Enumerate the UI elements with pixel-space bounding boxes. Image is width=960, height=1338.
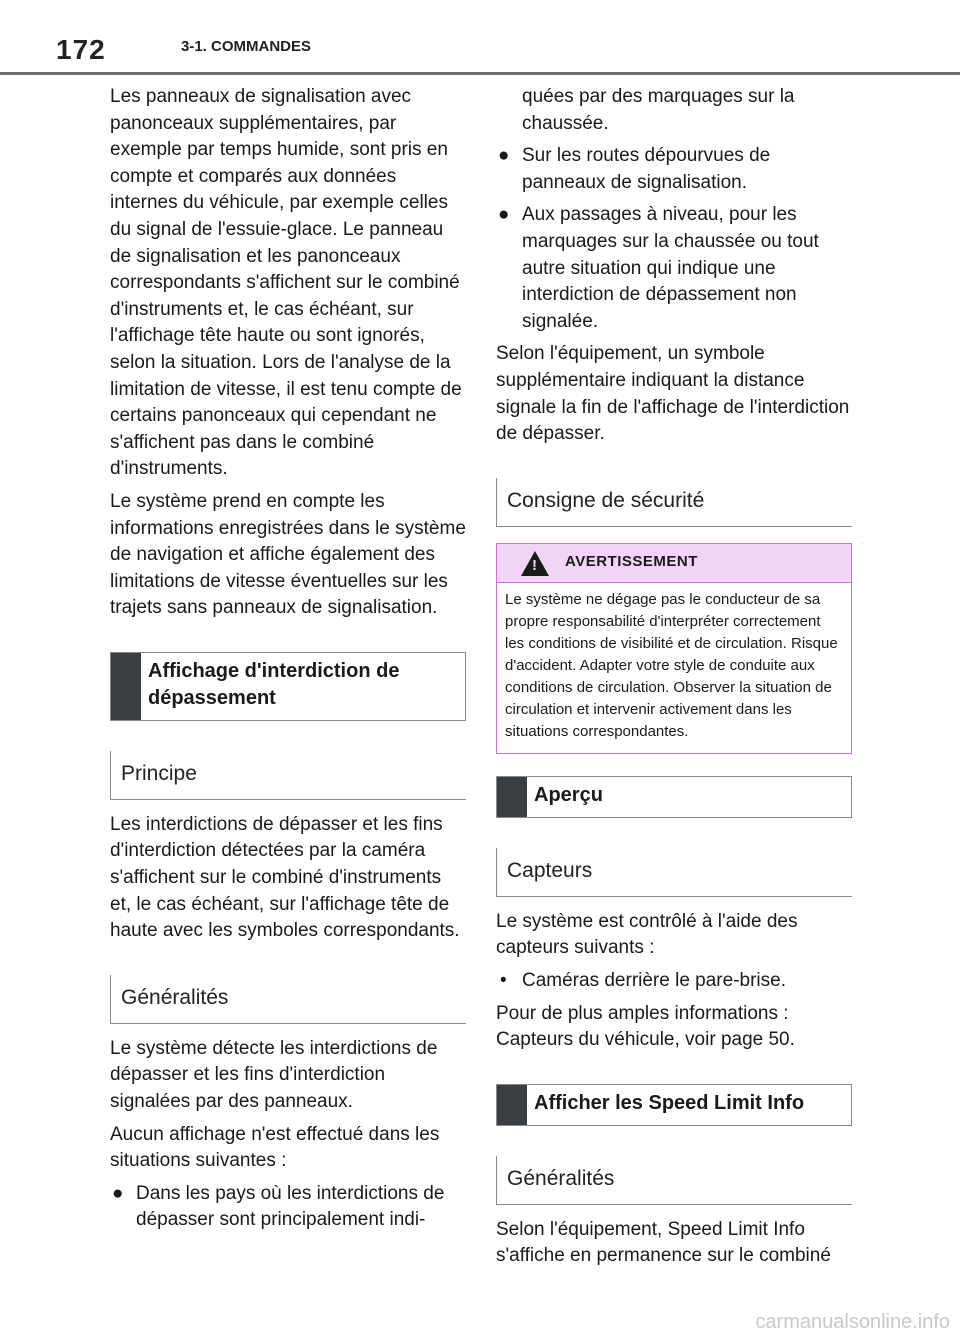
right-paragraph-1: Selon l'équipement, un symbole supplémentaire indiquant la distance signale la fin de l'affichage de l'interdiction de dépasser.	[496, 343, 850, 445]
heading-text: Afficher les Speed Limit Info	[534, 1091, 805, 1114]
left-paragraph-2: Le système prend en compte les informations enregistrées dans le système de navigation et affiche également des limitations de vitesse éventuelles sur les trajets sans panneaux de signalisation.	[110, 490, 466, 619]
section-title: 3-1. COMMANDES	[181, 38, 312, 55]
left-column	[110, 84, 466, 1240]
bullet-icon: ●	[498, 145, 510, 167]
warning-triangle-icon	[521, 551, 549, 576]
heading-bar	[497, 1085, 527, 1125]
heading-speed-limit-info	[496, 1084, 852, 1126]
warning-title-bar	[497, 544, 851, 583]
warning-title: AVERTISSEMENT	[565, 552, 698, 570]
page-header	[0, 0, 960, 76]
heading-text: Aperçu	[534, 783, 603, 806]
left-paragraph-3: Les interdictions de dépasser et les fins d'interdiction détectées par la caméra s'affichent sur le combiné d'instruments et, le cas échéant, sur l'affichage tête de haute avec les symboles correspondants.	[110, 813, 460, 942]
list-item-text: Sur les routes dépourvues de panneaux de signalisation.	[522, 145, 771, 193]
list-item	[496, 968, 852, 995]
left-paragraph-4: Le système détecte les interdictions de dépasser et les fins d'interdiction signalées par des panneaux.	[110, 1037, 438, 1113]
subheading-generalites: Généralités	[110, 975, 466, 1024]
list-item-text: Aux passages à niveau, pour les marquages sur la chaussée ou tout autre situation qui indique une interdiction de dépassement non signalée.	[522, 204, 819, 332]
left-paragraph-1: Les panneaux de signalisation avec panonceaux supplémentaires, par exemple par temps humide, sont pris en compte et comparés aux données internes du véhicule, par exemple celles du signal de l'essuie-glace. Le panneau de signalisation et les panonceaux correspondants s'affichent sur le combiné d'instruments et, le cas échéant, sur l'affichage tête haute ou sont ignorés, selon la situation. Lors de l'analyse de la limitation de vitesse, il est tenu compte de certains panonceaux qui cependant ne s'affichent pas dans le combiné d'instruments.	[110, 86, 462, 480]
right-paragraph-4: Selon l'équipement, Speed Limit Info s'affiche en permanence sur le combiné	[496, 1218, 831, 1267]
right-paragraph-3: Pour de plus amples informations : Capteurs du véhicule, voir page 50.	[496, 1002, 795, 1051]
warning-text: Le système ne dégage pas le conducteur de sa propre responsabilité d'interpréter correctement les conditions de visibilité et de circulation. Risque d'accident. Adapter votre style de conduite aux conditions de circulation. Observer la situation de circulation et intervenir activement dans les situations correspondantes.	[505, 590, 838, 740]
left-paragraph-5: Aucun affichage n'est effectué dans les situations suivantes :	[110, 1123, 440, 1172]
heading-bar	[111, 653, 141, 720]
header-rule	[0, 72, 960, 75]
watermark: carmanualsonline.info	[755, 1311, 950, 1333]
subheading-capteurs: Capteurs	[496, 848, 852, 897]
subheading-generalites-2: Généralités	[496, 1156, 852, 1205]
list-item	[496, 202, 852, 335]
list-item-text: quées par des marquages sur la chaussée.	[522, 86, 795, 134]
list-item-text: Caméras derrière le pare-brise.	[522, 969, 786, 991]
bullet-icon: ●	[498, 204, 510, 226]
bullet-icon: ●	[112, 1182, 124, 1204]
warning-box	[496, 543, 852, 754]
subheading-safety: Consigne de sécurité	[496, 478, 852, 527]
right-paragraph-2: Le système est contrôlé à l'aide des capteurs suivants :	[496, 910, 798, 959]
heading-bar	[497, 777, 527, 817]
list-item	[496, 143, 852, 196]
heading-overtaking-display	[110, 652, 466, 721]
heading-apercu	[496, 776, 852, 818]
list-item	[110, 1181, 466, 1234]
list-item-text: Dans les pays où les interdictions de dépasser sont principalement indi-	[136, 1182, 445, 1231]
right-column	[496, 84, 852, 1276]
list-item-continued	[496, 84, 852, 137]
list-marker-icon: •	[500, 969, 507, 991]
page-number: 172	[56, 34, 106, 65]
heading-text: Affichage d'interdiction de dépassement	[148, 659, 400, 709]
subheading-principe: Principe	[110, 751, 466, 800]
